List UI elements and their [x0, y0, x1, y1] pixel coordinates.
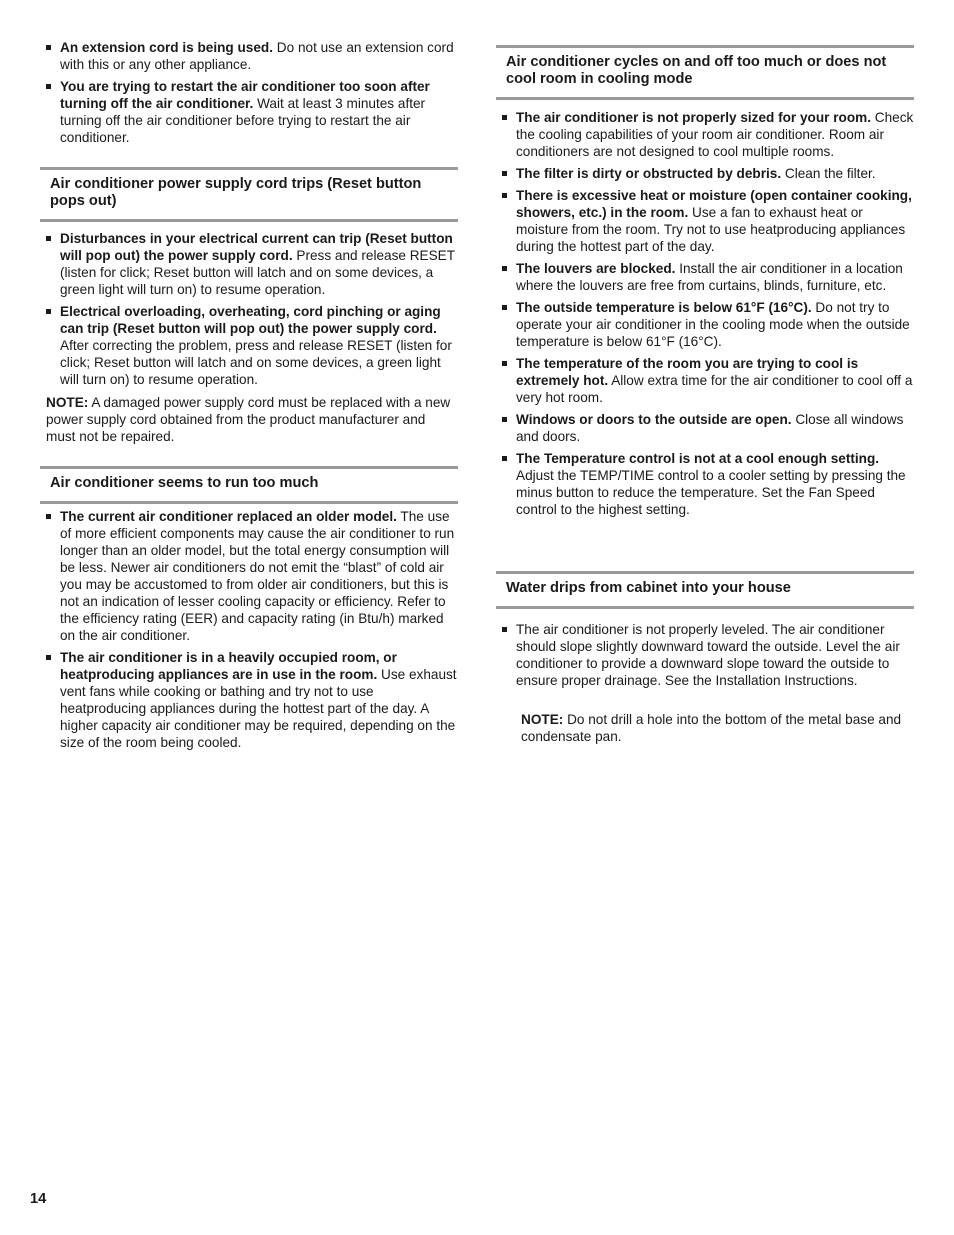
list-item	[40, 39, 458, 73]
bullet-square-icon	[46, 309, 51, 314]
item-bold: The air conditioner is not properly sized for your room.	[516, 110, 871, 125]
bullet-square-icon	[502, 193, 507, 198]
item-text: Press and release RESET (listen for click; Reset button will latch and on some devices, a green light will turn on) to resume operation.	[60, 248, 455, 297]
item-text: Do not try to operate your air conditioner in the cooling mode when the outside temperature is below 61°F (16°C).	[516, 300, 910, 349]
list-item	[496, 299, 914, 350]
item-text: The air conditioner is not properly leveled. The air conditioner should slope slightly downward toward the outside. Level the air conditioner to provide a downward slope toward the outside to ensure proper drainage. See the Installation Instructions.	[516, 622, 900, 688]
list-item	[40, 230, 458, 298]
item-text: Allow extra time for the air conditioner to cool off a very hot room.	[516, 373, 913, 405]
water-list	[496, 621, 914, 694]
item-bold: The outside temperature is below 61°F (16°C).	[516, 300, 812, 315]
list-item	[40, 649, 458, 751]
bullet-square-icon	[502, 361, 507, 366]
bullet-square-icon	[502, 417, 507, 422]
item-bold: The filter is dirty or obstructed by debris.	[516, 166, 782, 181]
item-text: Adjust the TEMP/TIME control to a cooler setting by pressing the minus button to reduce the temperature. Set the Fan Speed control to the highest setting.	[516, 468, 906, 517]
list-item	[40, 303, 458, 388]
bullet-square-icon	[46, 236, 51, 241]
runs-too-much-list	[40, 508, 458, 756]
list-item	[496, 260, 914, 294]
bullet-square-icon	[502, 305, 507, 310]
list-item	[496, 450, 914, 518]
intro-list	[40, 39, 458, 151]
section-heading-water-drips: Water drips from cabinet into your house	[496, 571, 914, 609]
page-number: 14	[30, 1191, 47, 1207]
bullet-square-icon	[502, 627, 507, 632]
item-bold: The current air conditioner replaced an older model.	[60, 509, 397, 524]
power-cord-list	[40, 230, 458, 393]
list-item	[496, 411, 914, 445]
item-text: Check the cooling capabilities of your room air conditioner. Room air conditioners are not designed to cool multiple rooms.	[516, 110, 914, 159]
bullet-square-icon	[46, 84, 51, 89]
bullet-square-icon	[46, 514, 51, 519]
list-item	[40, 508, 458, 644]
section-heading-cycles: Air conditioner cycles on and off too much or does not cool room in cooling mode	[496, 45, 914, 100]
power-cord-note	[46, 394, 456, 445]
water-note	[521, 711, 914, 745]
item-bold: You are trying to restart the air conditioner too soon after turning off the air conditioner.	[60, 79, 430, 111]
bullet-square-icon	[46, 655, 51, 660]
cycles-list	[496, 109, 914, 523]
item-bold: Windows or doors to the outside are open.	[516, 412, 792, 427]
note-label: NOTE:	[521, 712, 564, 727]
item-text: Use exhaust vent fans while cooking or bathing and try not to use heatproducing appliances during the hottest part of the day. A higher capacity air conditioner may be required, depending on the size of the room being cooled.	[60, 667, 457, 750]
item-text: Clean the filter.	[781, 166, 876, 181]
item-bold: Disturbances in your electrical current can trip (Reset button will pop out) the power supply cord.	[60, 231, 453, 263]
item-text: Wait at least 3 minutes after turning off the air conditioner before trying to restart the air conditioner.	[60, 96, 426, 145]
item-text: The use of more efficient components may cause the air conditioner to run longer than an older model, but the total energy consumption will be less. Newer air conditioners do not emit the “blast” of cold air you may be accustomed to from older air conditioners, but this is not an indication of lesser cooling capacity or efficiency. Refer to the efficiency rating (EER) and capacity rating (in Btu/h) marked on the air conditioner.	[60, 509, 455, 643]
item-text: Do not use an extension cord with this or any other appliance.	[60, 40, 454, 72]
item-bold: There is excessive heat or moisture (open container cooking, showers, etc.) in the room.	[516, 188, 912, 220]
item-bold: An extension cord is being used.	[60, 40, 274, 55]
item-bold: The louvers are blocked.	[516, 261, 676, 276]
note-text: Do not drill a hole into the bottom of the metal base and condensate pan.	[521, 712, 902, 744]
bullet-square-icon	[46, 45, 51, 50]
list-item	[496, 165, 914, 182]
item-bold: The Temperature control is not at a cool enough setting.	[516, 451, 880, 466]
list-item	[40, 78, 458, 146]
item-bold: Electrical overloading, overheating, cord pinching or aging can trip (Reset button will pop out) the power supply cord.	[60, 304, 441, 336]
list-item	[496, 109, 914, 160]
bullet-square-icon	[502, 115, 507, 120]
note-text: A damaged power supply cord must be replaced with a new power supply cord obtained from the product manufacturer and must not be repaired.	[46, 395, 451, 444]
note-label: NOTE:	[46, 395, 89, 410]
item-text: Use a fan to exhaust heat or moisture from the room. Try not to use heatproducing appliances during the hottest part of the day.	[516, 205, 906, 254]
list-item	[496, 355, 914, 406]
bullet-square-icon	[502, 266, 507, 271]
list-item	[496, 187, 914, 255]
bullet-square-icon	[502, 456, 507, 461]
item-text: Install the air conditioner in a location where the louvers are free from curtains, blinds, furniture, etc.	[516, 261, 903, 293]
item-bold: The air conditioner is in a heavily occupied room, or heatproducing appliances are in use in the room.	[60, 650, 397, 682]
list-item	[496, 621, 914, 689]
item-text: After correcting the problem, press and release RESET (listen for click; Reset button will latch and on some devices, a green light will turn on) to resume operation.	[60, 338, 452, 387]
bullet-square-icon	[502, 171, 507, 176]
item-text: Close all windows and doors.	[516, 412, 904, 444]
section-heading-power-cord: Air conditioner power supply cord trips (Reset button pops out)	[40, 167, 458, 222]
item-bold: The temperature of the room you are trying to cool is extremely hot.	[516, 356, 859, 388]
section-heading-runs-too-much: Air conditioner seems to run too much	[40, 466, 458, 504]
